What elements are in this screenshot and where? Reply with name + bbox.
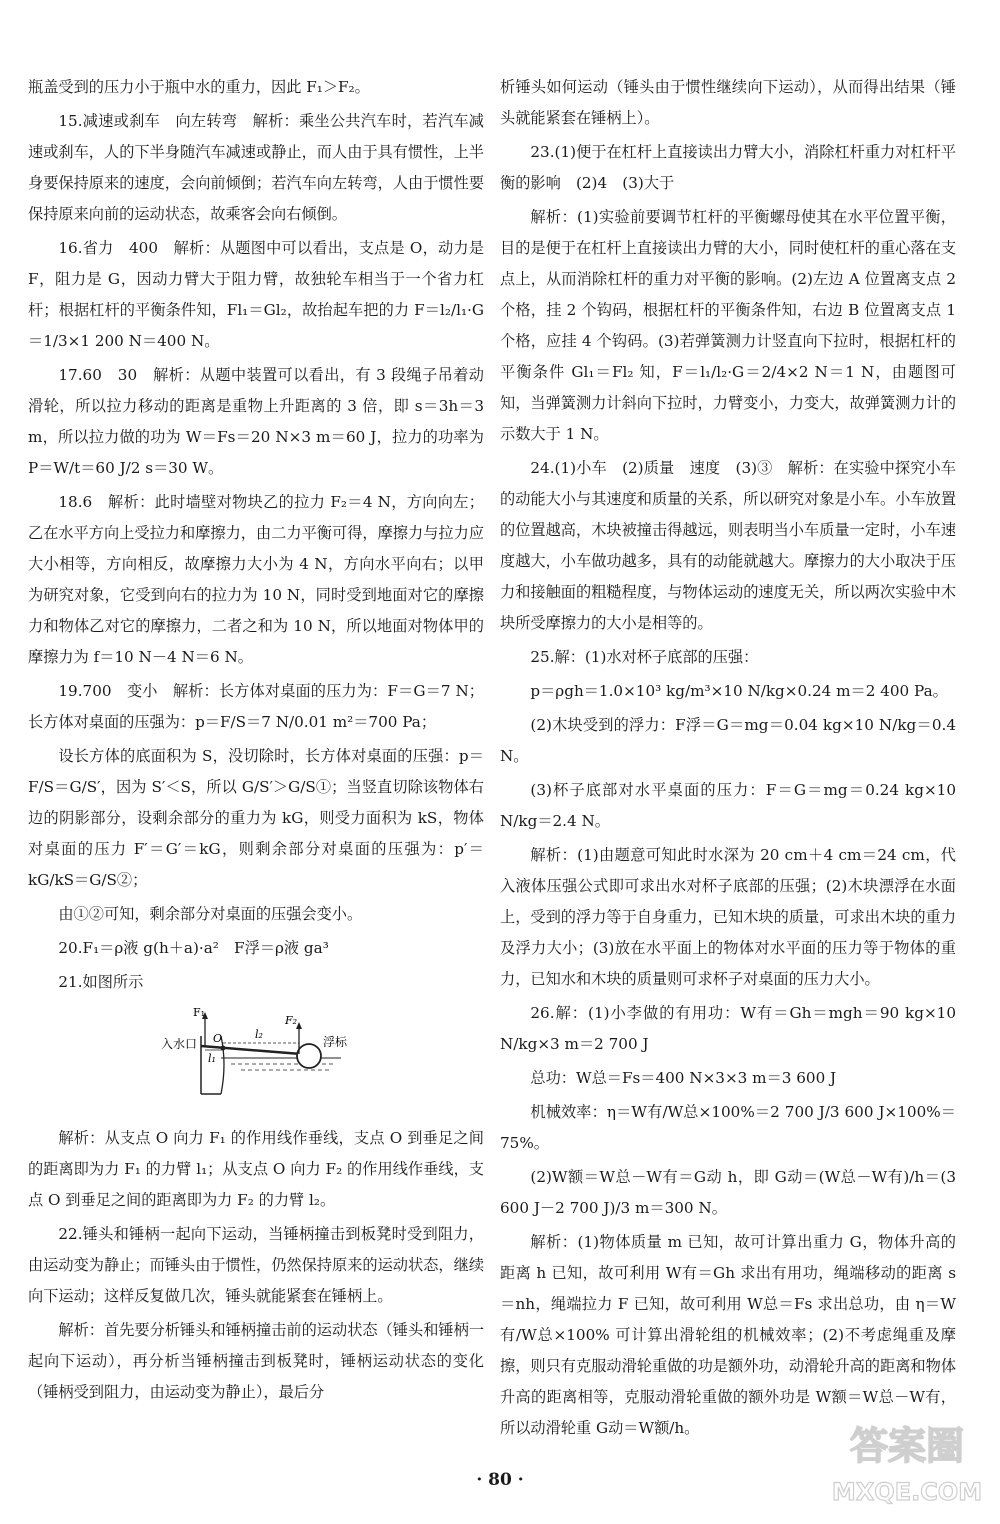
float-ball <box>297 1044 321 1068</box>
page-number: · 80 · <box>476 1470 524 1490</box>
answer-22: 22.锤头和锤柄一起向下运动，当锤柄撞击到板凳时受到阻力，由运动变为静止；而锤头由于惯性，仍然保持原来的运动状态，继续向下运动；这样反复做几次，锤头就能紧套在锤柄上。 <box>28 1225 484 1305</box>
answer-21-explanation: 解析：从支点 O 向力 F₁ 的作用线作垂线，支点 O 到垂足之间的距离即为力 F₁ 的力臂 l₁；从支点 O 向力 F₂ 的作用线作垂线，支点 O 到垂足之间的距离即为力 F₂ 的力臂 l₂。 <box>28 1129 484 1209</box>
label-l2: l₂ <box>255 1028 263 1041</box>
answer-19: 19.700 变小 解析：长方体对桌面的压力为：F＝G＝7 N；长方体对桌面的压强为：p＝F/S＝7 N/0.01 m²＝700 Pa； <box>28 682 484 731</box>
answer-26-explanation: 解析：(1)物体质量 m 已知，故可计算出重力 G，物体升高的距离 h 已知，故可利用 W有＝Gh 求出有用功，绳端移动的距离 s＝nh，绳端拉力 F 已知，故可利用 W总＝Fs 求出总功，由 η＝W有/W总×100% 可计算出滑轮组的机械效率；(2)不考虑绳重及摩擦，则只有克服动滑轮重做的功是额外功，动滑轮升高的距离和物体升高的距离相等，克服动滑轮重做的额外功是 W额＝W总－W有，所以动滑轮重 G动＝W额/h。 <box>500 1233 956 1437</box>
answer-21: 21.如图所示 <box>58 973 144 991</box>
answer-20: 20.F₁＝ρ液 g(h＋a)·a² F浮＝ρ液 ga³ <box>58 939 329 957</box>
svg-text:答案圈: 答案圈 <box>849 1424 965 1468</box>
answer-14-tail: 瓶盖受到的压力小于瓶中水的重力，因此 F₁＞F₂。 <box>28 78 370 96</box>
label-inlet: 入水口 <box>161 1037 198 1051</box>
answer-24: 24.(1)小车 (2)质量 速度 (3)③ 解析：在实验中探究小车的动能大小与其速度和质量的关系，所以研究对象是小车。小车放置的位置越高，木块被撞击得越远，则表明当小车质量一定时，小车速度越大，小车做功越多，具有的动能就越大。摩擦力的大小取决于压力和接触面的粗糙程度，与物体运动的速度无关，所以两次实验中木块所受摩擦力的大小是相等的。 <box>500 459 956 632</box>
label-float: 浮标 <box>323 1035 348 1049</box>
answer-19-conclusion: 由①②可知，剩余部分对桌面的压强会变小。 <box>58 905 363 923</box>
answer-22-explanation: 解析：首先要分析锤头和锤柄撞击前的运动状态（锤头和锤柄一起向下运动），再分析当锤柄撞击到板凳时，锤柄运动状态的变化（锤柄受到阻力，由运动变为静止），最后分 <box>28 1321 484 1401</box>
answer-23: 23.(1)便于在杠杆上直接读出力臂大小，消除杠杆重力对杠杆平衡的影响 (2)4 (3)大于 <box>500 143 956 192</box>
label-f1: F₁ <box>193 1006 206 1019</box>
answer-22-tail: 析锤头如何运动（锤头由于惯性继续向下运动），从而得出结果（锤头就能紧套在锤柄上）。 <box>500 78 956 127</box>
answer-25-explanation: 解析：(1)由题意可知此时水深为 20 cm＋4 cm＝24 cm，代入液体压强公式即可求出水对杯子底部的压强；(2)木块漂浮在水面上，受到的浮力等于自身重力，已知木块的质量，可求出木块的重力及浮力大小；(3)放在水平面上的物体对水平面的压力等于物体的重力，已知水和木块的质量则可求杯子对桌面的压力大小。 <box>500 846 956 988</box>
answer-26-part1: 26.解：(1)小李做的有用功：W有＝Gh＝mgh＝90 kg×10 N/kg×3 m＝2 700 J <box>500 1004 956 1053</box>
answer-25-part2: (2)木块受到的浮力：F浮＝G＝mg＝0.04 kg×10 N/kg＝0.4 N。 <box>500 716 956 765</box>
answer-17: 17.60 30 解析：从题中装置可以看出，有 3 段绳子吊着动滑轮，所以拉力移动的距离是重物上升距离的 3 倍，即 s＝3h＝3 m，所以拉力做的功为 W＝Fs＝20 N×3 m＝60 J，拉力的功率为 P＝W/t＝60 J/2 s＝30 W。 <box>28 366 484 477</box>
site-watermark-logo <box>832 1404 982 1514</box>
answer-26-part2: (2)W额＝W总－W有＝G动 h，即 G动＝(W总－W有)/h＝(3 600 J－2 700 J)/3 m＝300 N。 <box>500 1168 956 1217</box>
label-f2: F₂ <box>285 1014 298 1027</box>
answer-26-total-work: 总功：W总＝Fs＝400 N×3×3 m＝3 600 J <box>530 1069 837 1087</box>
label-o: O <box>213 1032 223 1045</box>
answer-26-efficiency: 机械效率：η＝W有/W总×100%＝2 700 J/3 600 J×100%＝75%。 <box>500 1103 956 1152</box>
answer-23-explanation: 解析：(1)实验前要调节杠杆的平衡螺母使其在水平位置平衡，目的是便于在杠杆上直接读出力臂的大小，同时使杠杆的重心落在支点上，从而消除杠杆的重力对平衡的影响。(2)左边 A 位置离支点 2 个格，挂 2 个钩码，根据杠杆的平衡条件知，右边 B 位置离支点 1 个格，应挂 4 个钩码。(3)若弹簧测力计竖直向下拉时，根据杠杆的平衡条件 Gl₁＝Fl₂ 知，F＝l₁/l₂·G＝2/4×2 N＝1 N，由题图可知，当弹簧测力计斜向下拉时，力臂变小，力变大，故弹簧测力计的示数大于 1 N。 <box>500 208 956 443</box>
answer-25-part3: (3)杯子底部对水平桌面的压力：F＝G＝mg＝0.24 kg×10 N/kg＝2.4 N。 <box>500 781 956 830</box>
right-column <box>500 72 956 1447</box>
label-l1: l₁ <box>208 1052 216 1065</box>
answer-15: 15.减速或刹车 向左转弯 解析：乘坐公共汽车时，若汽车减速或刹车，人的下半身随汽车减速或静止，而人由于具有惯性，上半身要保持原来的速度，会向前倾倒；若汽车向左转弯，人由于惯性要保持原来向前的运动状态，故乘客会向右倾倒。 <box>28 112 484 223</box>
answer-19-derivation: 设长方体的底面积为 S，没切除时，长方体对桌面的压强：p＝F/S＝G/S′，因为 S′＜S，所以 G/S′＞G/S①；当竖直切除该物体右边的阴影部分，设剩余部分的重力为 kG，则受力面积为 kS，物体对桌面的压力 F′＝G′＝kG，则剩余部分对桌面的压强为：p′＝kG/kS＝G/S②； <box>28 747 484 889</box>
left-column <box>28 72 484 1411</box>
answer-16: 16.省力 400 解析：从题图中可以看出，支点是 O，动力是 F，阻力是 G，因动力臂大于阻力臂，故独轮车相当于一个省力杠杆；根据杠杆的平衡条件知，Fl₁＝Gl₂，故抬起车把的力 F＝l₂/l₁·G＝1/3×1 200 N＝400 N。 <box>28 239 484 350</box>
lever-float-figure <box>28 1006 484 1109</box>
float-valve-diagram <box>161 1006 351 1098</box>
answer-25-part1: p＝ρgh＝1.0×10³ kg/m³×10 N/kg×0.24 m＝2 400 Pa。 <box>530 682 948 700</box>
svg-text:MXQE.COM: MXQE.COM <box>832 1478 982 1506</box>
answer-25-heading: 25.解：(1)水对杯子底部的压强： <box>530 648 759 666</box>
answer-18: 18.6 解析：此时墙壁对物块乙的拉力 F₂＝4 N，方向向左；乙在水平方向上受拉力和摩擦力，由二力平衡可得，摩擦力与拉力应大小相等，方向相反，故摩擦力大小为 4 N，方向水平向右；以甲为研究对象，它受到向右的拉力为 10 N，同时受到地面对它的摩擦力和物体乙对它的摩擦力，二者之和为 10 N，所以地面对物体甲的摩擦力为 f＝10 N－4 N＝6 N。 <box>28 493 484 666</box>
